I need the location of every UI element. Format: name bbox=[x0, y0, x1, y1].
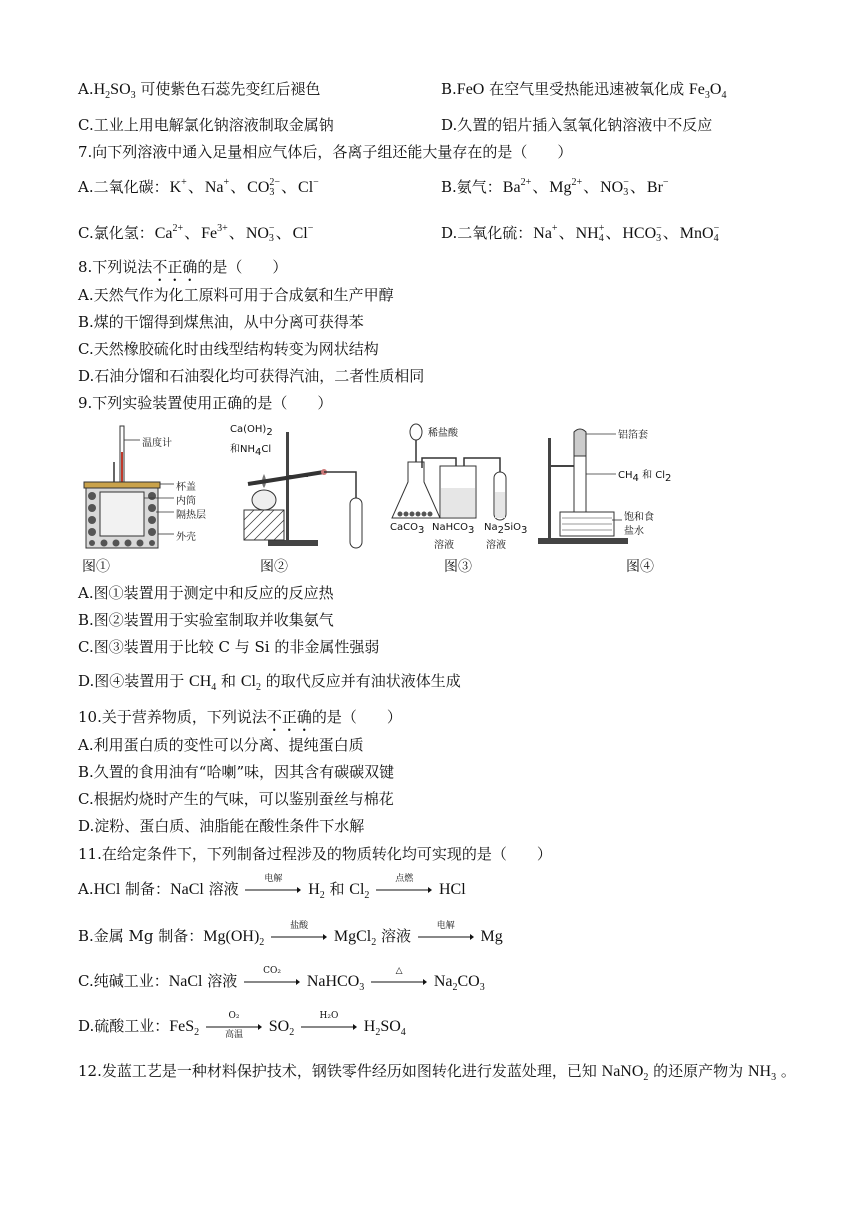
q7-option-b: B.氨气：Ba 2+ 、Mg 2+ 、NO − 3 、Br − bbox=[441, 177, 669, 199]
ion: HCO − 3 bbox=[622, 223, 662, 245]
label-inner-cup: 内筒 bbox=[176, 496, 196, 507]
q6-option-d: D.久置的铝片插入氢氧化钠溶液中不反应 bbox=[441, 116, 713, 134]
ion: Na + bbox=[204, 177, 230, 196]
q8-option-d: D.石油分馏和石油裂化均可获得汽油，二者性质相同 bbox=[78, 367, 425, 385]
figure-4-substitution-setup bbox=[536, 426, 676, 550]
figure-2-label: 图② bbox=[260, 559, 288, 575]
figure-3-carbon-silicon-setup bbox=[384, 422, 534, 554]
q7-option-d: D.二氧化硫：Na + 、NH + 4 、HCO − 3 、MnO − 4 bbox=[441, 223, 720, 245]
q11-option-a: A.HCl 制备：NaCl 溶液 电解 $H_2$ 和 $Cl_2$ 点燃 HCl bbox=[78, 874, 466, 902]
label-caco3: CaCO$_3$ bbox=[390, 522, 425, 536]
ion-separator: 、 bbox=[532, 177, 549, 196]
ion: Fe 3+ bbox=[201, 223, 228, 242]
q8-option-a: A.天然气作为化工原料可用于合成氨和生产甲醇 bbox=[78, 286, 394, 304]
ion-separator: 、 bbox=[281, 177, 298, 196]
reaction-arrow: CO₂ bbox=[244, 973, 300, 991]
q6-option-b: B.FeO 在空气里受热能迅速被氧化成 $Fe_3O_4$ bbox=[441, 80, 727, 102]
figure-2-ammonia-setup bbox=[228, 424, 388, 552]
reaction-arrow: 电解 bbox=[245, 881, 301, 899]
reaction-arrow: 电解 bbox=[418, 928, 474, 946]
q8-stem: 8.下列说法不正确的是（ ） bbox=[78, 258, 288, 276]
substitution-drawing bbox=[536, 426, 676, 550]
ion-separator: 、 bbox=[558, 223, 575, 242]
q9-option-b: B.图②装置用于实验室制取并收集氨气 bbox=[78, 611, 334, 629]
reaction-arrow: O₂ 高温 bbox=[206, 1018, 262, 1036]
ion: MnO − 4 bbox=[679, 223, 720, 245]
ion-separator: 、 bbox=[662, 223, 679, 242]
q10-option-b: B.久置的食用油有“哈喇”味，因其含有碳碳双键 bbox=[78, 763, 395, 781]
q11-option-d: D.硫酸工业：FeS$_2$ O₂ 高温 $SO_2$ H₂O $H_2SO_4$ bbox=[78, 1011, 406, 1040]
ion: Mg 2+ bbox=[549, 177, 583, 196]
q7-stem: 7.向下列溶液中通入足量相应气体后，各离子组还能大量存在的是（ ） bbox=[78, 143, 573, 161]
label-dilute-hcl: 稀盐酸 bbox=[428, 428, 458, 439]
q6-option-c: C.工业上用电解氯化钠溶液制取金属钠 bbox=[78, 116, 334, 134]
ion: Ba 2+ bbox=[502, 177, 532, 196]
ion-separator: 、 bbox=[230, 177, 247, 196]
label-na2sio3: $Na_2SiO_3$ bbox=[484, 522, 528, 536]
label-caoh2: $Ca(OH)_2$ bbox=[230, 424, 273, 438]
ion: NO − 3 bbox=[245, 223, 275, 245]
label-ch4-cl2: $CH_4$ 和 $Cl_2$ bbox=[618, 470, 672, 484]
q8-option-b: B.煤的干馏得到煤焦油，从中分离可获得苯 bbox=[78, 313, 364, 331]
q7-option-c: C.氯化氢：Ca 2+ 、Fe 3+ 、NO − 3 、Cl − bbox=[78, 223, 314, 245]
q10-option-d: D.淀粉、蛋白质、油脂能在酸性条件下水解 bbox=[78, 817, 365, 835]
label-shell: 外壳 bbox=[176, 532, 196, 543]
reaction-arrow: △ bbox=[371, 973, 427, 991]
q11-option-c: C.纯碱工业：NaCl 溶液 CO₂ NaHCO$_3$ △ $Na_2CO_3$ bbox=[78, 966, 485, 994]
q7-option-a: A.二氧化碳：K + 、Na + 、CO 2− 3 、Cl − bbox=[78, 177, 319, 199]
label-insulation: 隔热层 bbox=[176, 510, 206, 521]
ion-separator: 、 bbox=[605, 223, 622, 242]
figure-4-label: 图④ bbox=[626, 559, 654, 575]
ion: CO 2− 3 bbox=[247, 177, 281, 199]
ion-separator: 、 bbox=[228, 223, 245, 242]
figure-1-calorimeter bbox=[80, 422, 240, 552]
figure-1-label: 图① bbox=[82, 559, 110, 575]
label-brine-2: 盐水 bbox=[624, 526, 644, 537]
label-foil-cover: 铝箔套 bbox=[618, 430, 648, 441]
ion-separator: 、 bbox=[184, 223, 201, 242]
ion: Na + bbox=[533, 223, 558, 242]
ion: NO − 3 bbox=[600, 177, 629, 199]
label-lid: 杯盖 bbox=[176, 482, 196, 493]
ion-separator: 、 bbox=[629, 177, 646, 196]
label-nh4cl: 和$NH_4Cl$ bbox=[230, 444, 272, 458]
label-nahco3: NaHCO$_3$ bbox=[432, 522, 475, 536]
ion-separator: 、 bbox=[187, 177, 204, 196]
figure-3-label: 图③ bbox=[444, 559, 472, 575]
ion-separator: 、 bbox=[275, 223, 292, 242]
ion: K + bbox=[169, 177, 187, 196]
q6-option-a: $A.H_2SO_3$ 可使紫色石蕊先变红后褪色 bbox=[78, 80, 321, 102]
q10-option-c: C.根据灼烧时产生的气味，可以鉴别蚕丝与棉花 bbox=[78, 790, 394, 808]
q8-option-c: C.天然橡胶硫化时由线型结构转变为网状结构 bbox=[78, 340, 379, 358]
reaction-arrow: 点燃 bbox=[376, 881, 432, 899]
ion-separator: 、 bbox=[583, 177, 600, 196]
q10-stem: 10.关于营养物质，下列说法不正确的是（ ） bbox=[78, 708, 402, 726]
q9-stem: 9.下列实验装置使用正确的是（ ） bbox=[78, 394, 333, 412]
q11-option-b: B.金属 Mg 制备：$Mg(OH)_2$ 盐酸 MgCl$_2$ 溶液 电解 Mg bbox=[78, 921, 503, 949]
ion: Ca 2+ bbox=[154, 223, 184, 242]
reaction-arrow: 盐酸 bbox=[271, 928, 327, 946]
ion: NH + 4 bbox=[575, 223, 605, 245]
q9-option-d: D.图④装置用于 $CH_4$ 和 $Cl_2$ 的取代反应并有油状液体生成 bbox=[78, 672, 461, 694]
ion: Cl − bbox=[292, 223, 314, 242]
q9-option-c: C.图③装置用于比较 C 与 Si 的非金属性强弱 bbox=[78, 638, 380, 656]
label-brine-1: 饱和食 bbox=[624, 512, 654, 523]
reaction-arrow: H₂O bbox=[301, 1018, 357, 1036]
ion: Br − bbox=[646, 177, 669, 196]
ion: Cl − bbox=[298, 177, 319, 196]
q11-stem: 11.在给定条件下，下列制备过程涉及的物质转化均可实现的是（ ） bbox=[78, 845, 552, 863]
label-thermometer: 温度计 bbox=[142, 438, 172, 449]
q9-option-a: A.图①装置用于测定中和反应的反应热 bbox=[78, 584, 334, 602]
label-na2sio3-solution: 溶液 bbox=[486, 540, 506, 551]
q10-option-a: A.利用蛋白质的变性可以分离、提纯蛋白质 bbox=[78, 736, 364, 754]
label-nahco3-solution: 溶液 bbox=[434, 540, 454, 551]
q12-stem: 12.发蓝工艺是一种材料保护技术，钢铁零件经历如图转化进行发蓝处理，已知 NaNO$_2$ 的还原产物为 $NH_3$ 。 bbox=[78, 1062, 796, 1084]
